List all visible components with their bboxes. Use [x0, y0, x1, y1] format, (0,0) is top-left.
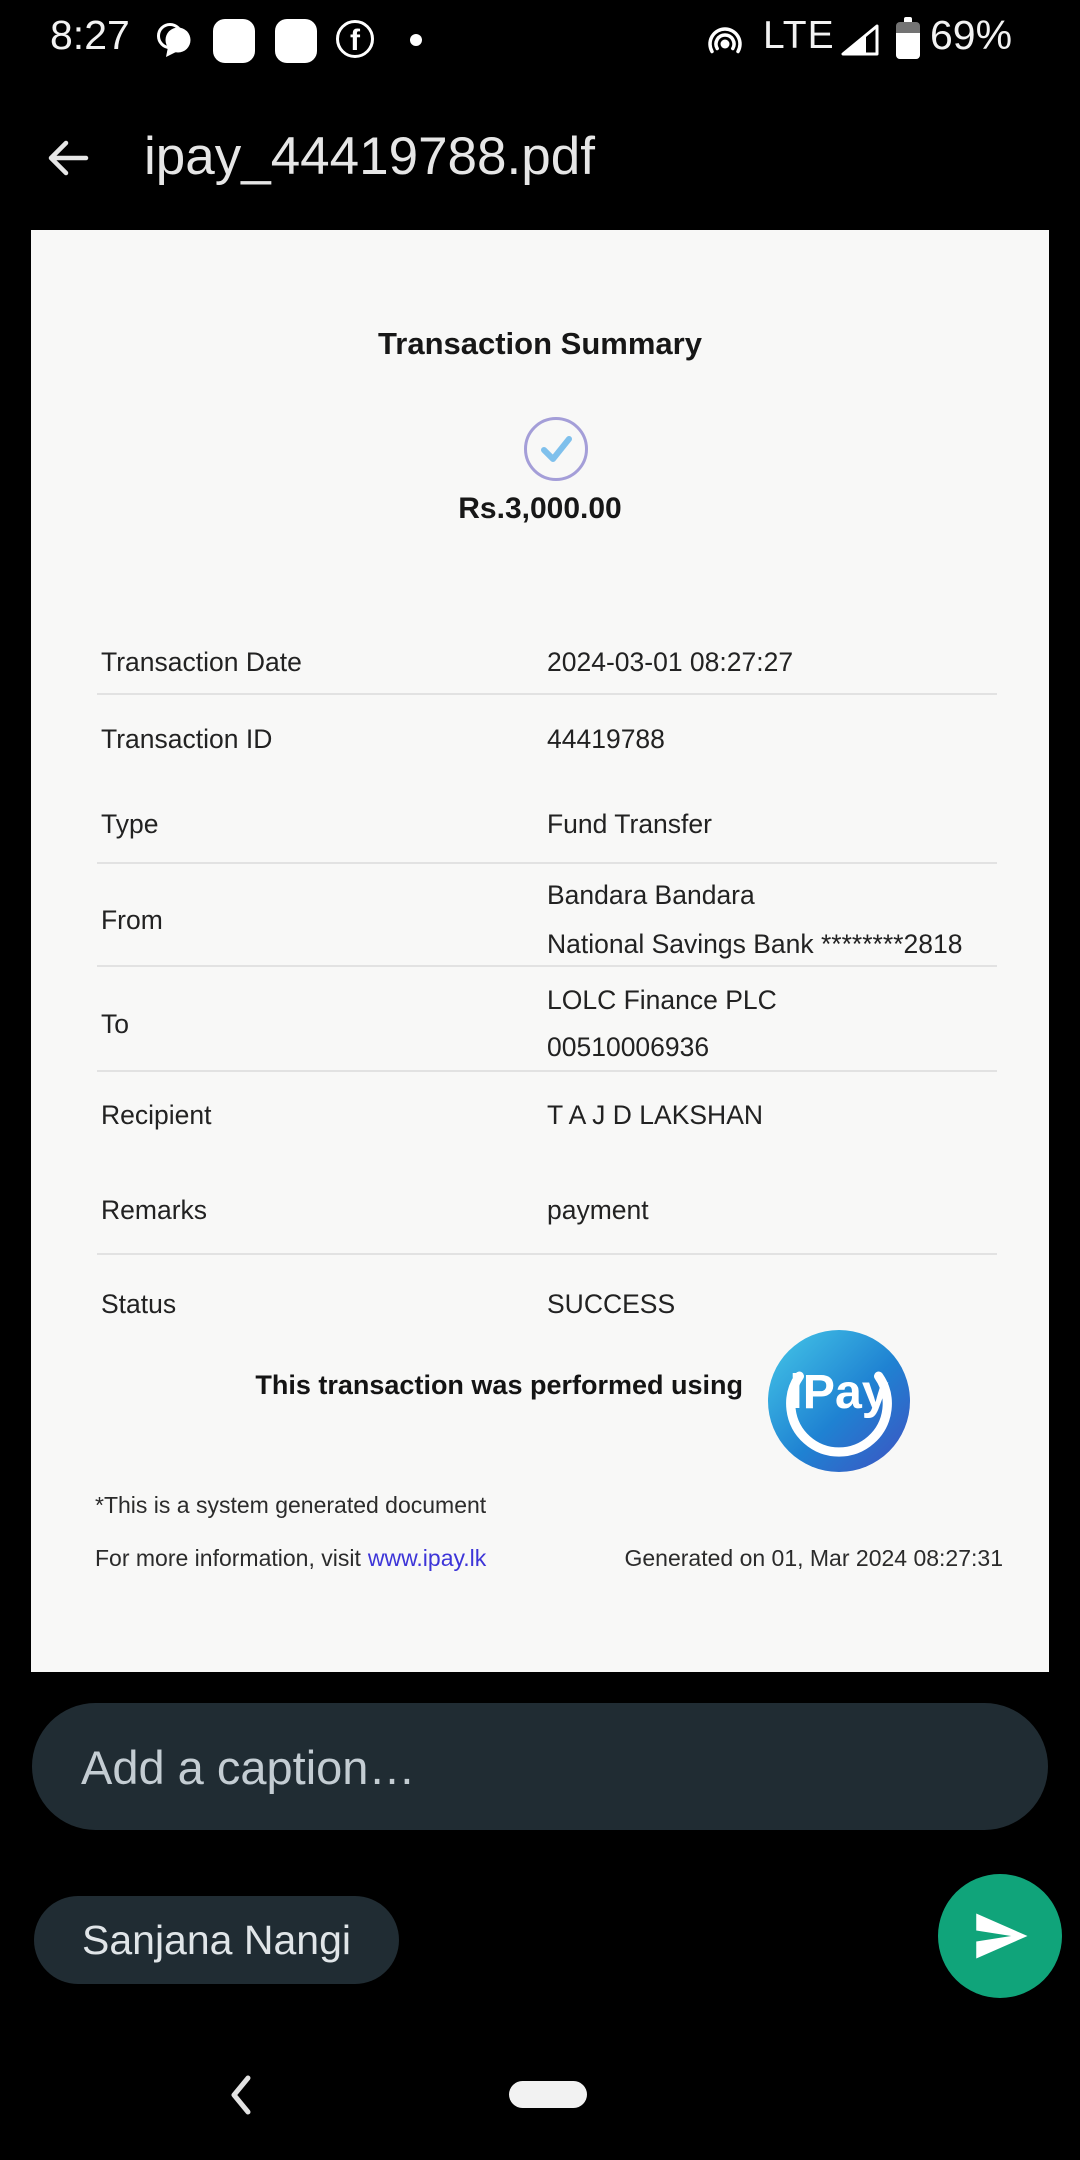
arrow-left-icon[interactable] [44, 136, 90, 180]
row-value: Fund Transfer [547, 809, 712, 839]
caption-bar[interactable] [32, 1703, 1048, 1830]
home-pill[interactable] [509, 2081, 587, 2108]
ipay-logo [768, 1330, 910, 1472]
row-label: Transaction Date [101, 647, 302, 677]
row-divider [97, 693, 997, 695]
row-value: T A J D LAKSHAN [547, 1100, 764, 1130]
notification-square-icon [275, 19, 317, 63]
notification-square-icon [213, 19, 255, 63]
page-title: ipay_44419788.pdf [144, 127, 595, 186]
hotspot-icon [705, 20, 745, 58]
ipay-link: www.ipay.lk [367, 1545, 487, 1571]
row-label: To [101, 1009, 129, 1039]
row-value: National Savings Bank ********2818 [547, 929, 963, 959]
pdf-preview [31, 230, 1049, 1672]
row-divider [97, 862, 997, 864]
chevron-left-icon[interactable] [228, 2074, 254, 2116]
more-info-text: For more information, visit [95, 1545, 361, 1571]
battery-icon [896, 17, 920, 59]
more-info-line [95, 1545, 486, 1572]
signal-strength-icon [840, 24, 880, 56]
clock: 8:27 [50, 12, 130, 58]
row-label: Remarks [101, 1195, 208, 1225]
battery-percent-label: 69% [930, 12, 1013, 58]
document-title: Transaction Summary [378, 326, 702, 361]
row-value: 44419788 [547, 724, 665, 754]
row-label: Type [101, 809, 159, 839]
amount: Rs.3,000.00 [458, 492, 622, 525]
row-value: Bandara Bandara [547, 880, 755, 910]
row-divider [97, 1253, 997, 1255]
system-generated-note: *This is a system generated document [95, 1492, 487, 1518]
success-check-icon [524, 417, 588, 481]
send-icon [970, 1906, 1030, 1966]
recipient-chip-label: Sanjana Nangi [82, 1916, 351, 1963]
row-divider [97, 965, 997, 967]
row-value: 2024-03-01 08:27:27 [547, 647, 794, 677]
facebook-icon: f [336, 20, 374, 58]
messages-bubble-icon [156, 21, 192, 61]
row-label: Status [101, 1289, 177, 1319]
network-type-label: LTE [763, 14, 835, 57]
ipay-logo-text: iPay [789, 1365, 889, 1420]
row-label: Transaction ID [101, 724, 273, 754]
recipient-chip[interactable] [34, 1896, 399, 1984]
row-value: SUCCESS [547, 1289, 676, 1319]
row-divider [97, 1070, 997, 1072]
row-label: From [101, 905, 163, 935]
row-value: 00510006936 [547, 1032, 710, 1062]
caption-input[interactable] [79, 1703, 983, 1832]
row-value: LOLC Finance PLC [547, 985, 777, 1015]
generated-timestamp: Generated on 01, Mar 2024 08:27:31 [624, 1545, 1003, 1571]
performed-using-text: This transaction was performed using [255, 1370, 743, 1400]
notification-dot-icon [410, 34, 422, 46]
row-value: payment [547, 1195, 649, 1225]
row-label: Recipient [101, 1100, 212, 1130]
send-button[interactable] [938, 1874, 1062, 1998]
